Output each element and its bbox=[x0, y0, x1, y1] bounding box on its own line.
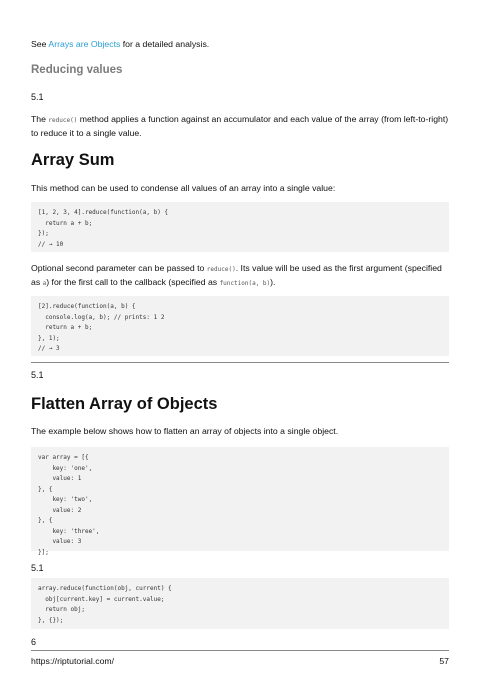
intro-rest-text: for a detailed analysis. bbox=[120, 39, 210, 49]
code-block-array-sum: [1, 2, 3, 4].reduce(function(a, b) { return a + b; }); // → 10 bbox=[31, 202, 449, 252]
section-divider bbox=[31, 362, 449, 363]
reducing-values-heading: Reducing values bbox=[31, 64, 123, 76]
code-block-flatten-reduce: array.reduce(function(obj, current) { obj[current.key] = current.value; return obj; }, {}); bbox=[31, 578, 449, 629]
intro-text: See bbox=[31, 39, 49, 49]
section-number-2: 5.1 bbox=[31, 370, 44, 380]
reduce-inline-code: reduce() bbox=[48, 117, 78, 124]
section-number: 5.1 bbox=[31, 92, 44, 102]
footer-url[interactable]: https://riptutorial.com/ bbox=[31, 656, 115, 666]
reduce-description bbox=[31, 113, 449, 140]
intro-paragraph bbox=[31, 38, 209, 51]
page-number: 57 bbox=[439, 656, 449, 666]
section-number-4: 6 bbox=[31, 637, 37, 647]
array-sum-description: This method can be used to condense all values of an array into a single value: bbox=[31, 183, 336, 193]
opt-inline-code-a: a bbox=[42, 280, 47, 287]
flatten-description: The example below shows how to flatten an array of objects into a single object. bbox=[31, 426, 339, 436]
opt-inline-code-function: function(a, b) bbox=[219, 280, 271, 287]
code-block-array-of-objects: var array = [{ key: 'one', value: 1 }, { key: 'two', value: 2 }, { key: 'three', value: 3 }]; bbox=[31, 447, 449, 551]
opt-text-d: ). bbox=[270, 277, 276, 287]
opt-text-a: Optional second parameter can be passed to bbox=[31, 263, 207, 273]
arrays-are-objects-link[interactable]: Arrays are Objects bbox=[48, 39, 121, 49]
opt-inline-code-reduce: reduce() bbox=[206, 266, 236, 273]
reduce-text-a: The bbox=[31, 114, 49, 124]
optional-parameter-paragraph bbox=[31, 262, 449, 290]
opt-text-c: ) for the first call to the callback (specified as bbox=[46, 277, 220, 287]
code-block-initial-value: [2].reduce(function(a, b) { console.log(a, b); // prints: 1 2 return a + b; }, 1); // → 3 bbox=[31, 296, 449, 356]
reduce-text-b: method applies a function against an accumulator and each value of the array (from left-to-right) to reduce it to a single value. bbox=[31, 114, 449, 138]
flatten-title: Flatten Array of Objects bbox=[31, 395, 218, 413]
opt-text-b: . Its value will be used as the first argument (specified as bbox=[31, 263, 442, 287]
section-number-3: 5.1 bbox=[31, 563, 44, 573]
array-sum-title: Array Sum bbox=[31, 151, 115, 169]
footer-divider bbox=[31, 650, 449, 651]
